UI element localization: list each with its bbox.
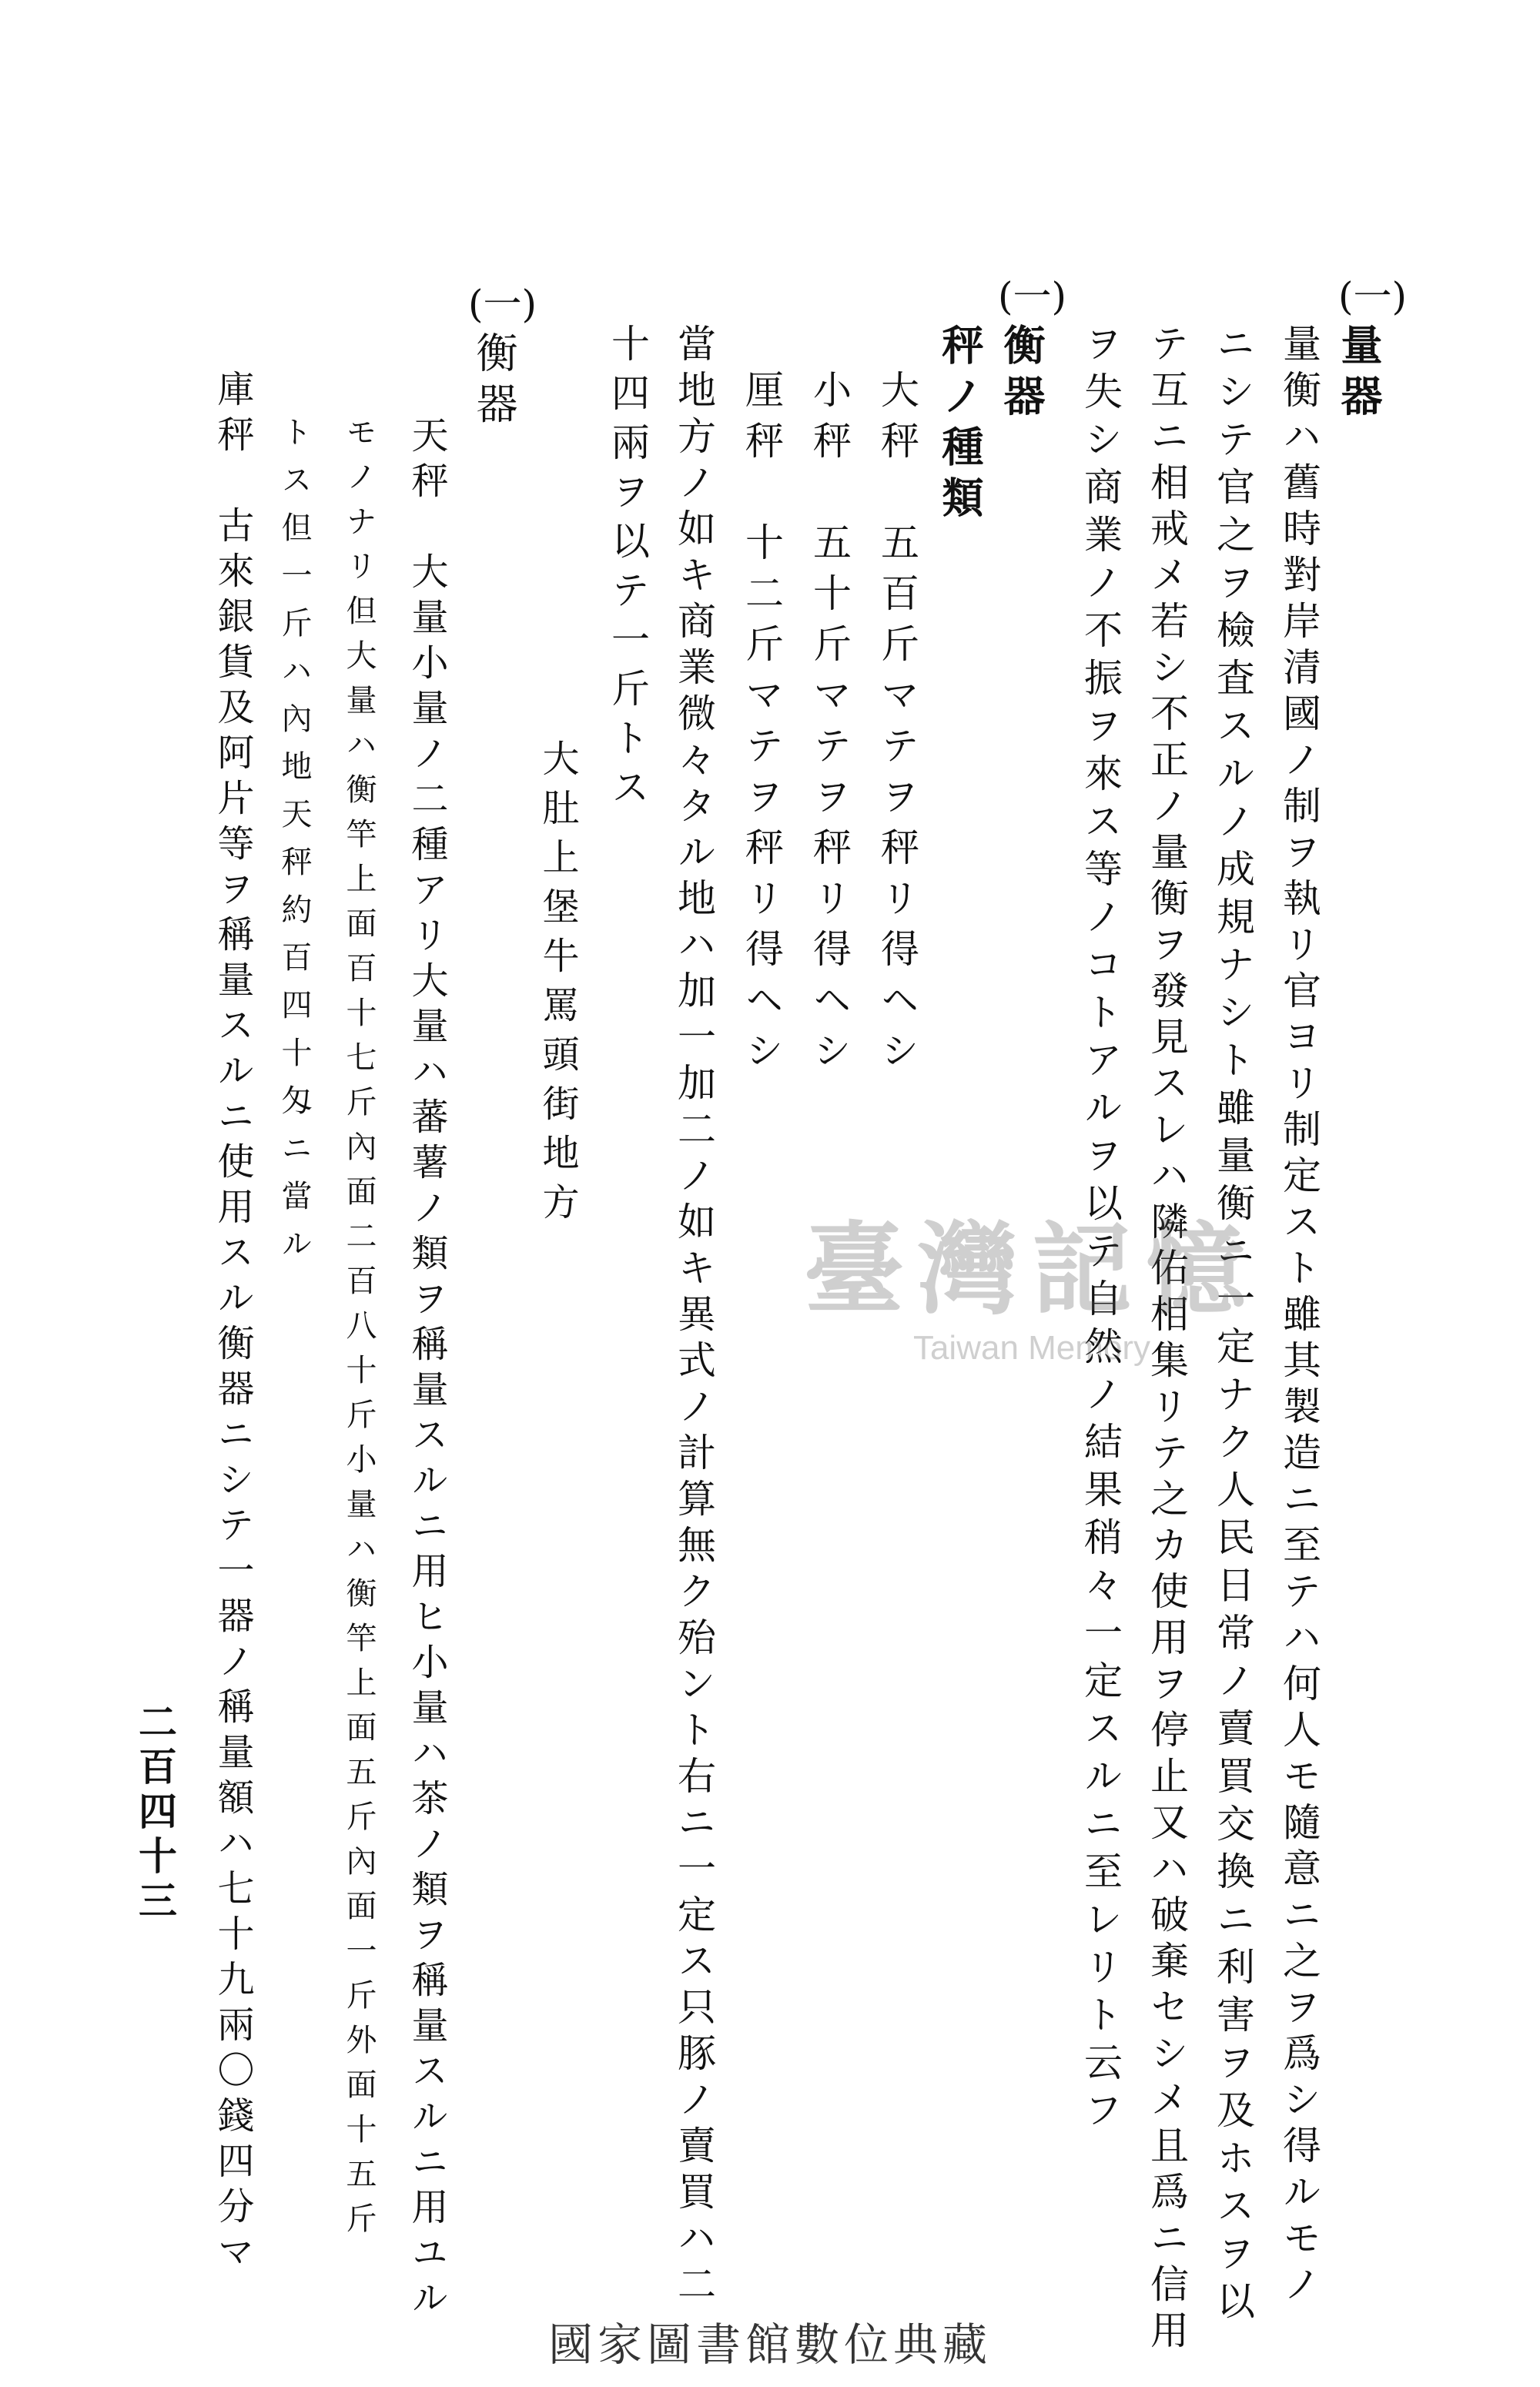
section2-marker: (一) bbox=[998, 274, 1067, 319]
page-number: 二百四十三 bbox=[132, 1702, 178, 1925]
section1-line-3: テ互ニ相戒メ若シ不正ノ量衡ヲ發見スレハ隣佑相集リテ之カ使用ヲ停止又ハ破棄セシメ且爲ニ信用 bbox=[1144, 323, 1189, 2356]
section3-line-3: トス但一斤ハ內地天秤約百四十匁ニ當ル bbox=[276, 416, 312, 1275]
scale-type-item: 大秤 五百斤マテヲ秤リ得ヘシ bbox=[875, 370, 919, 1081]
section3-line-1: 天秤 大量小量ノ二種アリ大量ハ蕃薯ノ類ヲ稱量スルニ用ヒ小量ハ茶ノ類ヲ稱量スルニ用ユル bbox=[405, 416, 448, 2324]
section1-line-2: ニシテ官之ヲ檢査スルノ成規ナシト雖量衡ニ一定ナク人民日常ノ賣買交換ニ利害ヲ及ホスヲ以 bbox=[1210, 323, 1255, 2328]
scale-type-item: 厘秤 十二斤マテヲ秤リ得ヘシ bbox=[739, 370, 784, 1081]
watermark-subtitle: Taiwan Memory bbox=[912, 1329, 1151, 1367]
section2-line-2: 十四兩ヲ以テ一斤トス bbox=[605, 323, 650, 816]
section1-marker: (一) bbox=[1338, 274, 1408, 319]
section1-line-4: ヲ失シ商業ノ不振ヲ來ス等ノコトアルヲ以テ自然ノ結果稍々一定スルニ至レリト云フ bbox=[1078, 323, 1123, 2138]
section2-heading: 衡器 bbox=[997, 323, 1046, 425]
section3-marker: (一) bbox=[468, 282, 537, 326]
section2-subheading: 秤ノ種類 bbox=[936, 323, 985, 527]
section1-heading: 量器 bbox=[1334, 323, 1384, 425]
scale-type-item: 小秤 五十斤マテヲ秤リ得ヘシ bbox=[807, 370, 852, 1081]
watermark-logo bbox=[762, 1190, 1301, 1368]
section3-heading: 衡器 bbox=[470, 331, 518, 433]
section1-line-1: 量衡ハ舊時對岸清國ノ制ヲ執リ官ヨリ制定スト雖其製造ニ至テハ何人モ隨意ニ之ヲ爲シ得ルモノ bbox=[1277, 323, 1321, 2310]
section2-line-1: 當地方ノ如キ商業微々タル地ハ加一加二ノ如キ異式ノ計算無ク殆ント右ニ一定ス只豚ノ賣買ハ二 bbox=[671, 323, 716, 2310]
section3-line-4: 庫秤 古來銀貨及阿片等ヲ稱量スルニ使用スル衡器ニシテ一器ノ稱量額ハ七十九兩〇錢四分マ bbox=[211, 370, 254, 2278]
watermark-title: 臺灣記憶 bbox=[803, 1210, 1260, 1328]
section3-line-2: モノナリ但大量ハ衡竿上面百十七斤內面二百八十斤小量ハ衡竿上面五斤內面一斤外面十五斤 bbox=[341, 416, 377, 2247]
footer-archive-label: 國家圖書館數位典藏 bbox=[547, 2318, 992, 2371]
location-heading: 大肚上堡牛罵頭街地方 bbox=[536, 739, 579, 1232]
